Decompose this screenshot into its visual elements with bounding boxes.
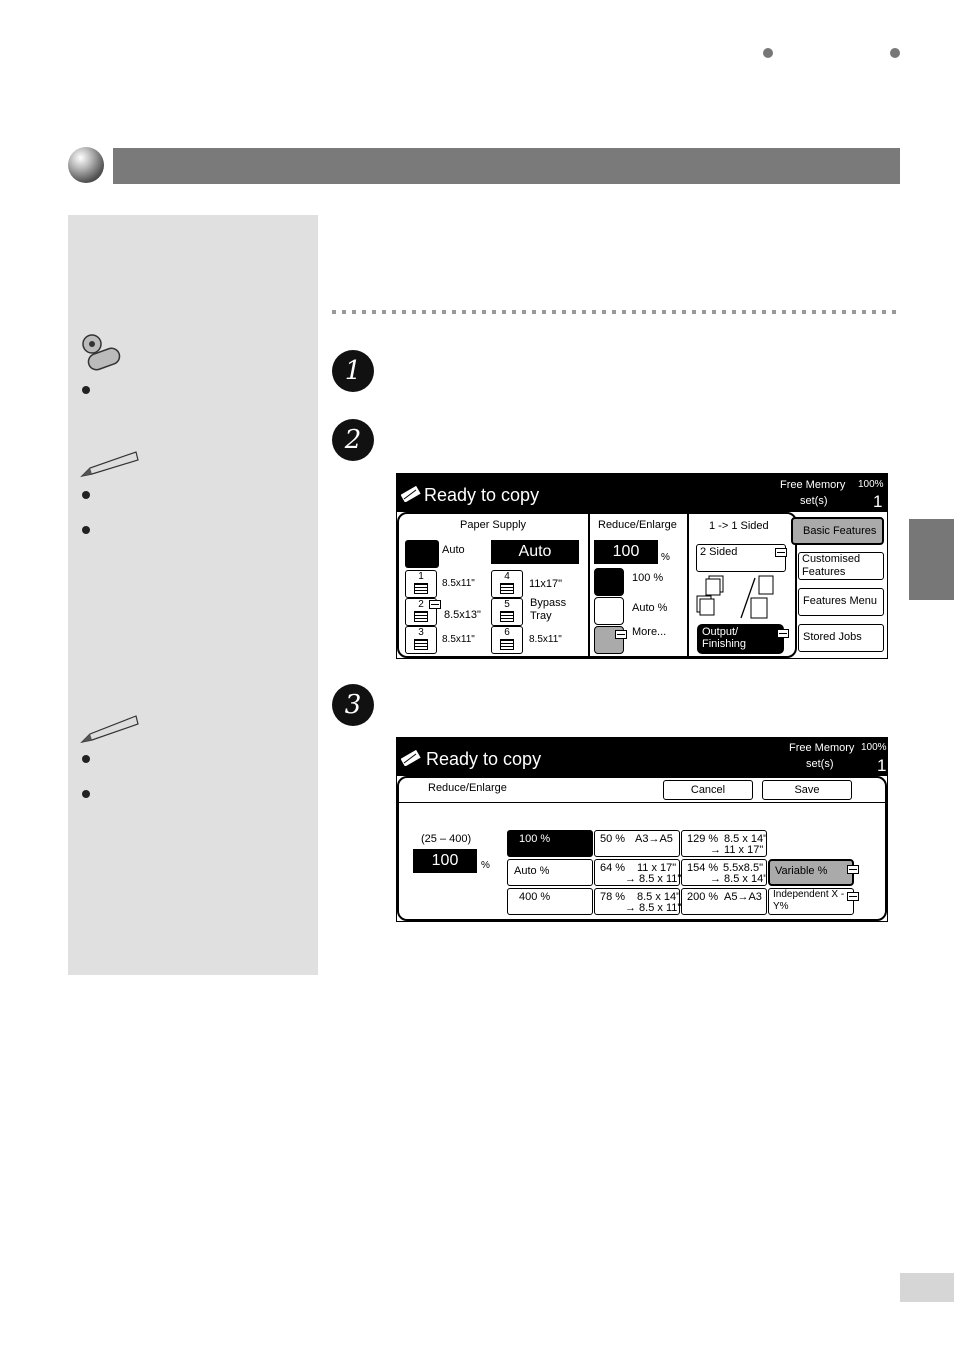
- preset-154[interactable]: [681, 859, 767, 886]
- free-memory-label: Free Memory: [789, 742, 855, 754]
- preset-desc2: → 8.5 x 11": [625, 902, 682, 914]
- copy-screen-reduce: [396, 737, 888, 922]
- reduce-enlarge-unit: %: [661, 552, 670, 563]
- independent-label: Independent X - Y%: [773, 889, 845, 912]
- side-panel: [68, 215, 318, 975]
- screen-title: Ready to copy: [424, 485, 540, 505]
- preset-pct: 200 %: [687, 891, 719, 903]
- tray-icon: [500, 583, 514, 594]
- reduce-100-button[interactable]: [594, 568, 624, 596]
- tab-basic-features[interactable]: [791, 517, 884, 545]
- tray-num: 2: [418, 599, 424, 610]
- preset-129[interactable]: [681, 830, 767, 857]
- tray-num: 5: [504, 599, 510, 610]
- header-dot-right: [890, 48, 900, 58]
- tray-2-size: 8.5x13": [444, 609, 481, 621]
- preset-desc: 8.5 x 14": [724, 833, 768, 845]
- tray-2-flag-icon: [429, 600, 441, 609]
- variable-flag-icon: [847, 865, 859, 874]
- preset-pct: 50 %: [600, 833, 626, 845]
- paper-supply-heading: Paper Supply: [460, 519, 527, 531]
- tray-num: 4: [504, 571, 510, 582]
- preset-desc2: → 8.5 x 14": [710, 873, 768, 885]
- save-button[interactable]: [762, 780, 852, 800]
- tray-1-size: 8.5x11": [442, 578, 475, 589]
- sets-label: set(s): [806, 758, 834, 770]
- preset-desc2: → 11 x 17": [710, 844, 764, 856]
- cancel-label: Cancel: [690, 784, 726, 796]
- page-number-box: [900, 1273, 954, 1302]
- header-dot-left: [763, 48, 773, 58]
- see-icon: [80, 332, 126, 374]
- two-sided-button[interactable]: [696, 544, 786, 572]
- reduce-more-flag-icon: [615, 630, 627, 639]
- tray-4-size: 11x17": [529, 578, 563, 590]
- bullet: [82, 755, 90, 763]
- bullet: [82, 526, 90, 534]
- preset-auto[interactable]: [507, 859, 593, 886]
- tray-icon: [414, 611, 428, 622]
- preset-label: 100 %: [519, 833, 551, 845]
- reduce-more-label: More...: [632, 626, 667, 638]
- tray-1-button[interactable]: [405, 570, 437, 598]
- note-icon: [80, 712, 140, 744]
- bullet: [82, 790, 90, 798]
- sets-label: set(s): [800, 495, 828, 507]
- free-memory-label: Free Memory: [780, 479, 846, 491]
- divider: [588, 514, 590, 659]
- preset-pct: 78 %: [600, 891, 626, 903]
- tray-5-size: Bypass Tray: [530, 597, 567, 622]
- variable-percent-button[interactable]: [768, 859, 854, 886]
- bypass-icon: [500, 611, 514, 622]
- section-title-bar: [113, 148, 900, 184]
- preset-desc: 11 x 17": [637, 862, 677, 874]
- output-flag-icon: [777, 629, 789, 638]
- preset-400[interactable]: [507, 888, 593, 915]
- output-finishing-label: Output/ Finishing: [702, 626, 747, 650]
- tray-icon: [500, 639, 514, 650]
- screen-header: [397, 474, 887, 512]
- preset-desc: A5→A3: [724, 891, 762, 903]
- section-title: Reduce/Enlarge: [428, 782, 507, 794]
- tray-3-size: 8.5x11": [442, 634, 475, 645]
- preset-pct: 129 %: [687, 833, 719, 845]
- preset-desc: A3→A5: [635, 833, 673, 845]
- tab-label: Basic Features: [803, 525, 877, 537]
- two-sided-flag-icon: [775, 548, 787, 557]
- pencil-icon: [401, 486, 421, 502]
- note-icon: [80, 448, 140, 478]
- tray-num: 6: [504, 627, 510, 638]
- reduce-body: [397, 776, 887, 921]
- preset-pct: 154 %: [687, 862, 719, 874]
- preset-50[interactable]: [594, 830, 680, 857]
- cancel-button[interactable]: [663, 780, 753, 800]
- preset-78[interactable]: [594, 888, 680, 915]
- step-1-icon: 1: [332, 350, 374, 392]
- reduce-enlarge-value: 100: [594, 540, 658, 564]
- preset-pct: 64 %: [600, 862, 626, 874]
- tray-6-size: 8.5x11": [529, 634, 562, 645]
- tray-num: 1: [418, 571, 424, 582]
- section-sphere-icon: [68, 147, 104, 183]
- screen-title: Ready to copy: [426, 749, 542, 769]
- tab-stored-jobs[interactable]: [798, 624, 884, 652]
- save-label: Save: [794, 784, 820, 796]
- preset-64[interactable]: [594, 859, 680, 886]
- free-memory-value: 100%: [861, 742, 887, 753]
- step-2-icon: 2: [332, 419, 374, 461]
- sets-value: 1: [877, 756, 887, 775]
- tray-4-button[interactable]: [491, 570, 523, 598]
- bullet: [82, 386, 90, 394]
- reduce-auto-button[interactable]: [594, 597, 624, 625]
- sided-heading: 1 -> 1 Sided: [709, 520, 769, 532]
- independent-flag-icon: [847, 892, 859, 901]
- ratio-unit: %: [481, 860, 490, 871]
- sets-value: 1: [873, 492, 883, 511]
- tab-label: Features Menu: [803, 595, 877, 607]
- tray-icon: [414, 583, 428, 594]
- free-memory-value: 100%: [858, 479, 884, 490]
- divider: [687, 514, 689, 659]
- preset-desc2: → 8.5 x 11": [625, 873, 682, 885]
- tray-icon: [414, 639, 428, 650]
- basic-body: [397, 512, 797, 658]
- reduce-auto-label: Auto %: [632, 602, 668, 614]
- independent-xy-button[interactable]: [768, 888, 854, 915]
- ratio-value: 100: [413, 849, 477, 873]
- chapter-tab: [909, 519, 954, 600]
- tray-3-button[interactable]: [405, 626, 437, 654]
- duplex-pages-icon: [695, 574, 779, 620]
- preset-desc: 8.5 x 14": [637, 891, 681, 903]
- paper-auto-label: Auto: [442, 544, 465, 556]
- paper-auto-selected: Auto: [491, 540, 579, 564]
- copy-screen-basic: [396, 473, 888, 659]
- divider: [399, 802, 888, 803]
- dashed-divider: [332, 310, 900, 314]
- tray-5-button[interactable]: [491, 598, 523, 626]
- preset-100[interactable]: [507, 830, 593, 857]
- variable-label: Variable %: [775, 865, 828, 877]
- tab-customised-features[interactable]: [798, 552, 884, 580]
- output-finishing-button[interactable]: [697, 624, 784, 654]
- tab-features-menu[interactable]: [798, 588, 884, 616]
- tab-label: Customised Features: [802, 553, 861, 578]
- reduce-100-label: 100 %: [632, 572, 664, 584]
- tray-num: 3: [418, 627, 424, 638]
- preset-label: Auto %: [514, 865, 550, 877]
- bullet: [82, 491, 90, 499]
- paper-auto-button[interactable]: [405, 540, 439, 568]
- preset-200[interactable]: [681, 888, 767, 915]
- preset-desc: 5.5x8.5": [723, 862, 763, 874]
- pencil-icon: [401, 750, 421, 766]
- tray-6-button[interactable]: [491, 626, 523, 654]
- step-3-icon: 3: [332, 684, 374, 726]
- reduce-enlarge-heading: Reduce/Enlarge: [598, 519, 677, 531]
- tab-label: Stored Jobs: [803, 631, 862, 643]
- preset-label: 400 %: [519, 891, 551, 903]
- range-label: (25 – 400): [421, 833, 472, 845]
- screen-header: [397, 738, 887, 776]
- two-sided-label: 2 Sided: [700, 546, 738, 558]
